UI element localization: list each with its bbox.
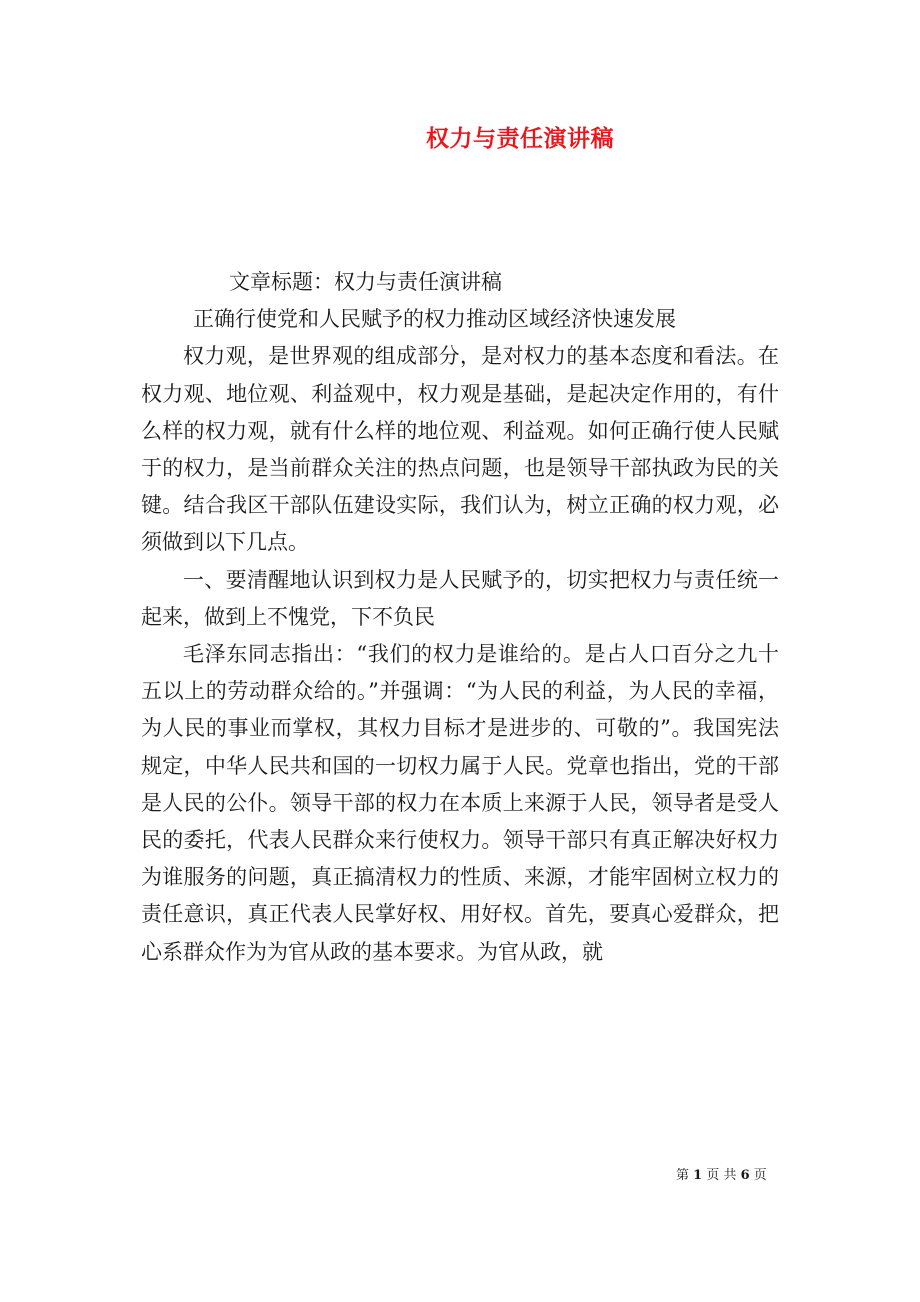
paragraph: 一、要清醒地认识到权力是人民赋予的，切实把权力与责任统一起来，做到上不愧党，下不负民	[141, 567, 779, 629]
total-pages-number: 6	[740, 1168, 750, 1183]
footer-suffix: 页	[749, 1168, 767, 1183]
document-body	[141, 264, 779, 971]
current-page-number: 1	[693, 1168, 703, 1183]
footer-prefix: 第	[676, 1168, 694, 1183]
footer-middle: 页 共	[702, 1168, 741, 1183]
document-title: 权力与责任演讲稿	[426, 125, 614, 152]
document-subtitle: 正确行使党和人民赋予的权力推动区域经济快速发展	[193, 307, 676, 332]
article-label: 文章标题：权力与责任演讲稿	[229, 270, 502, 294]
page-footer	[676, 1164, 767, 1183]
paragraph: 毛泽东同志指出：“我们的权力是谁给的。是占人口百分之九十五以上的劳动群众给的。”并强调：“为人民的利益，为人民的幸福，为人民的事业而掌权，其权力目标才是进步的、可敬的”。我国宪法规定，中华人民共和国的一切权力属于人民。党章也指出，党的干部是人民的公仆。领导干部的权力在本质上来源于人民，领导者是受人民的委托，代表人民群众来行使权力。领导干部只有真正解决好权力为谁服务的问题，真正搞清权力的性质、来源，才能牢固树立权力的责任意识，真正代表人民掌好权、用好权。首先，要真心爱群众，把心系群众作为为官从政的基本要求。为官从政，就	[141, 642, 779, 964]
paragraph: 权力观，是世界观的组成部分，是对权力的基本态度和看法。在权力观、地位观、利益观中，权力观是基础，是起决定作用的，有什么样的权力观，就有什么样的地位观、利益观。如何正确行使人民赋于的权力，是当前群众关注的热点问题，也是领导干部执政为民的关键。结合我区干部队伍建设实际，我们认为，树立正确的权力观，必须做到以下几点。	[141, 344, 779, 555]
